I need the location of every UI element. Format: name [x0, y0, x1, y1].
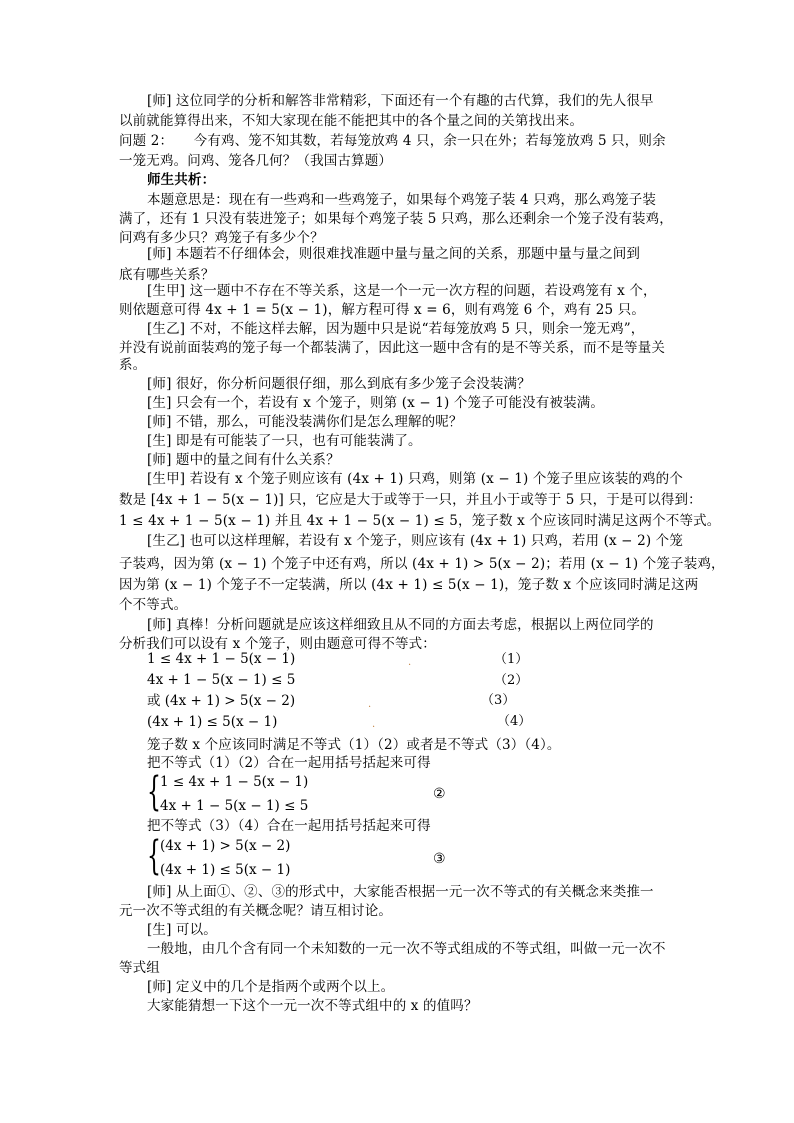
inequality-2-label: （2） — [494, 673, 529, 688]
text-line: 分析我们可以设有 x 个笼子，则由题意可得不等式： — [119, 636, 436, 652]
text-line: 满了，还有 1 只没有装进笼子；如果每个鸡笼子装 5 只鸡，那么还剩余一个笼子没有装鸡， — [119, 211, 673, 227]
text-line: [师] 本题若不仔细体会，则很难找准题中量与量之间的关系，那题中量与量之间到 — [147, 246, 641, 262]
text-line: [生] 可以。 — [147, 922, 217, 938]
text-line: [师] 题中的量之间有什么关系？ — [147, 452, 340, 468]
left-brace: { — [147, 833, 161, 879]
text-line: [师] 定义中的几个是指两个或两个以上。 — [147, 979, 395, 995]
text-line: 把不等式（1）（2）合在一起用括号括起来可得 — [147, 755, 431, 771]
text-line: [师] 从上面①、②、③的形式中，大家能否根据一元一次不等式的有关概念来类推一 — [147, 884, 654, 900]
system2-line1: 1 ≤ 4x + 1 − 5(x − 1) — [160, 774, 309, 790]
text-line: [生乙] 也可以这样理解，若设有 x 个笼子，则应该有 (4x + 1) 只鸡，若用 (x − 2) 个笼 — [147, 533, 683, 549]
text-line: 底有哪些关系？ — [119, 267, 215, 283]
left-brace: { — [147, 769, 161, 815]
inequality-3: 或 (4x + 1) > 5(x − 2) — [147, 693, 296, 709]
section-heading: 师生共析： — [147, 172, 216, 188]
text-line: [生] 即是有可能装了一只，也有可能装满了。 — [147, 433, 422, 449]
inequality-4: (4x + 1) ≤ 5(x − 1) — [147, 714, 278, 730]
text-line: 系。 — [119, 357, 147, 373]
system3-line2: (4x + 1) ≤ 5(x − 1) — [160, 862, 291, 878]
text-line: 并没有说前面装鸡的笼子每一个都装满了，因此这一题中含有的是不等关系，而不是等量关 — [119, 340, 665, 356]
text-line: 本题意思是：现在有一些鸡和一些鸡笼子，如果每个鸡笼子装 4 只鸡，那么鸡笼子装 — [147, 192, 657, 208]
text-line: [生乙] 不对，不能这样去解，因为题中只是说“若每笼放鸡 5 只，则余一笼无鸡”， — [147, 321, 645, 337]
text-line: 因为第 (x − 1) 个笼子不一定装满，所以 (4x + 1) ≤ 5(x − 1)，笼子数 x 个应该同时满足这两 — [119, 577, 699, 593]
inequality-3-label: （3） — [481, 693, 516, 708]
stray-mark: . — [372, 719, 376, 730]
inequality-1-label: （1） — [494, 652, 529, 667]
system2-line2: 4x + 1 − 5(x − 1) ≤ 5 — [160, 798, 309, 814]
text-line: [师] 真棒！分析问题就是应该这样细致且从不同的方面去考虑，根据以上两位同学的 — [147, 617, 654, 633]
text-line: 问鸡有多少只？鸡笼子有多少个？ — [119, 230, 324, 246]
text-line: 一笼无鸡。问鸡、笼各几何？（我国古算题） — [119, 153, 392, 169]
inequality-2: 4x + 1 − 5(x − 1) ≤ 5 — [147, 672, 296, 688]
problem-2: 问题 2： 今有鸡、笼不知其数，若每笼放鸡 4 只，余一只在外；若每笼放鸡 5 只，则余 — [119, 133, 666, 149]
definition-line: 一般地，由几个含有同一个未知数的一元一次不等式组成的不等式组，叫做一元一次不 — [147, 941, 666, 957]
system3-label: ③ — [433, 851, 446, 867]
text-line: [生] 只会有一个，若设有 x 个笼子，则第 (x − 1) 个笼子可能没有被装满。 — [147, 395, 605, 411]
text-line: [师] 很好，你分析问题很仔细，那么到底有多少笼子会没装满？ — [147, 376, 531, 392]
stray-mark: . — [368, 699, 372, 710]
text-line: [师] 不错，那么，可能没装满你们是怎么理解的呢？ — [147, 414, 463, 430]
text-line: [生甲] 这一题中不存在不等关系，这是一个一元一次方程的问题，若设鸡笼有 x 个， — [147, 283, 657, 299]
inequality-4-label: （4） — [497, 714, 532, 729]
stray-mark: . — [408, 657, 412, 668]
text-line: 大家能猜想一下这个一元一次不等式组中的 x 的值吗？ — [147, 998, 478, 1014]
text-line: 子装鸡，因为第 (x − 1) 个笼子中还有鸡，所以 (4x + 1) > 5(x − 2)；若用 (x − 1) 个笼子装鸡， — [119, 556, 725, 572]
text-line: 1 ≤ 4x + 1 − 5(x − 1) 并且 4x + 1 − 5(x − 1) ≤ 5，笼子数 x 个应该同时满足这两个不等式。 — [119, 513, 721, 529]
system2-label: ② — [433, 786, 446, 802]
text-line: 笼子数 x 个应该同时满足不等式（1）（2）或者是不等式（3）（4）。 — [147, 737, 561, 753]
definition-line: 等式组 — [119, 960, 160, 976]
text-line: 数是 [4x + 1 − 5(x − 1)] 只，它应是大于或等于一只，并且小于或等于 5 只，于是可以得到： — [119, 492, 702, 508]
text-line: 以前就能算得出来，不知大家现在能不能把其中的各个量之间的关第找出来。 — [119, 113, 584, 129]
inequality-1: 1 ≤ 4x + 1 − 5(x − 1) — [147, 651, 296, 667]
text-line: 元一次不等式组的有关概念呢？请互相讨论。 — [119, 903, 392, 919]
text-line: 把不等式（3）（4）合在一起用括号括起来可得 — [147, 818, 431, 834]
text-line: 则依题意可得 4x + 1 = 5(x − 1)，解方程可得 x = 6，则有鸡笼 6 个，鸡有 25 只。 — [119, 302, 646, 318]
text-line: [师] 这位同学的分析和解答非常精彩，下面还有一个有趣的古代算，我们的先人很早 — [147, 93, 654, 109]
text-line: [生甲] 若设有 x 个笼子则应该有 (4x + 1) 只鸡，则第 (x − 1) 个笼子里应该装的鸡的个 — [147, 471, 683, 487]
text-line: 个不等式。 — [119, 597, 188, 613]
system3-line1: (4x + 1) > 5(x − 2) — [160, 838, 291, 854]
